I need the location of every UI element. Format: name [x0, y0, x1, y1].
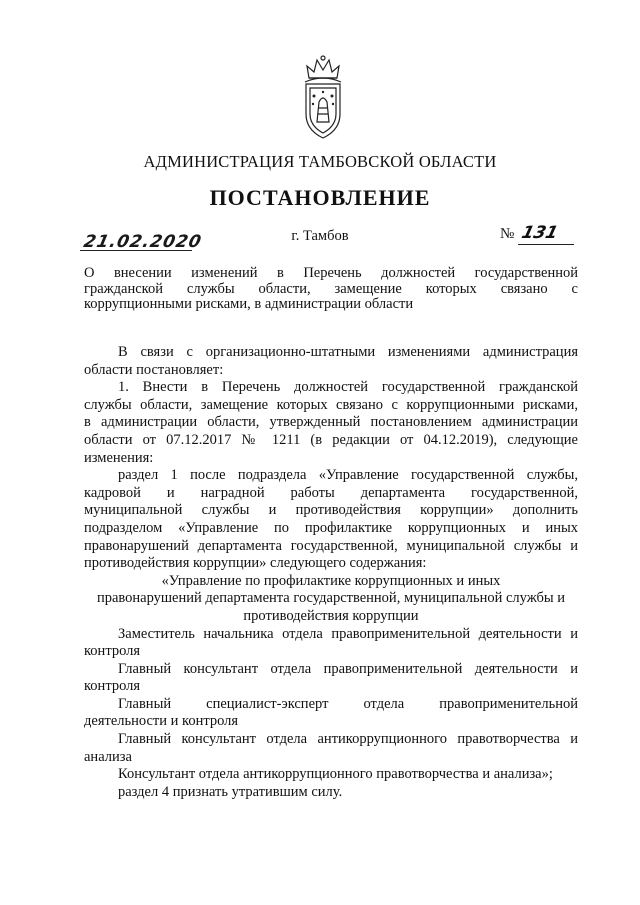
number-underline	[518, 244, 574, 245]
subdivision-heading-line: противодействия коррупции	[243, 607, 419, 624]
item1-line: в администрации области, утвержденный постановлением администрации	[84, 414, 578, 431]
number-label: №	[500, 226, 515, 242]
subject-line: О внесении изменений в Перечень должностей государственной	[84, 265, 578, 281]
intro-line: В связи с организационно-штатными изменениями администрация	[118, 344, 578, 360]
document-subject	[84, 266, 578, 313]
position-line: Главный консультант отдела правоприменительной деятельности и	[118, 660, 578, 677]
intro-line: области постановляет:	[84, 361, 224, 378]
item1-line: 1. Внести в Перечень должностей государственной гражданской	[118, 379, 578, 396]
item1-line: области от 07.12.2017 № 1211 (в редакции от 04.12.2019), следующие	[84, 431, 578, 448]
position-line: контроля	[84, 678, 141, 695]
date-underline	[80, 250, 192, 251]
subdivision-heading-line: «Управление по профилактике коррупционных и иных	[161, 572, 501, 589]
position-line: Главный консультант отдела антикоррупционного правотворчества и	[118, 731, 578, 748]
tambov-coat-of-arms-icon	[297, 52, 349, 142]
section4-line: раздел 4 признать утратившим силу.	[118, 783, 343, 800]
organization-name: АДМИНИСТРАЦИЯ ТАМБОВСКОЙ ОБЛАСТИ	[143, 152, 497, 171]
section1-line: противодействия коррупции» следующего содержания:	[84, 555, 427, 572]
handwritten-number: 131	[519, 223, 560, 243]
subject-line: гражданской службы области, замещение которых связано с	[84, 280, 578, 297]
item1-line: изменения:	[84, 449, 154, 466]
document-type: ПОСТАНОВЛЕНИЕ	[209, 185, 431, 210]
position-line: Заместитель начальника отдела правоприменительной деятельности и	[118, 625, 578, 642]
city: г. Тамбов	[291, 228, 349, 244]
position-line: Консультант отдела антикоррупционного правотворчества и анализа»;	[118, 766, 553, 783]
section1-line: правонарушений департамента государственной, муниципальной службы и	[84, 537, 578, 554]
position-line: деятельности и контроля	[84, 713, 239, 730]
position-line: контроля	[84, 643, 141, 660]
position-line: Главный специалист-эксперт отдела правоприменительной	[118, 695, 578, 712]
section1-line: муниципальной службы и противодействия коррупции» дополнить	[84, 502, 578, 519]
item1-line: службы области, замещение которых связано с коррупционными рисками,	[84, 396, 578, 413]
subject-line: коррупционными рисками, в администрации области	[84, 296, 414, 312]
handwritten-date: 21.02.2020	[81, 232, 204, 252]
subdivision-heading-line: правонарушений департамента государственной, муниципальной службы и	[96, 590, 566, 607]
document-body	[84, 344, 578, 801]
section1-line: кадровой и наградной работы департамента государственной,	[84, 484, 578, 501]
position-line: анализа	[84, 748, 132, 765]
section1-line: раздел 1 после подраздела «Управление государственной службы,	[118, 467, 578, 484]
section1-line: подразделом «Управление по профилактике коррупционных и иных	[84, 519, 578, 536]
